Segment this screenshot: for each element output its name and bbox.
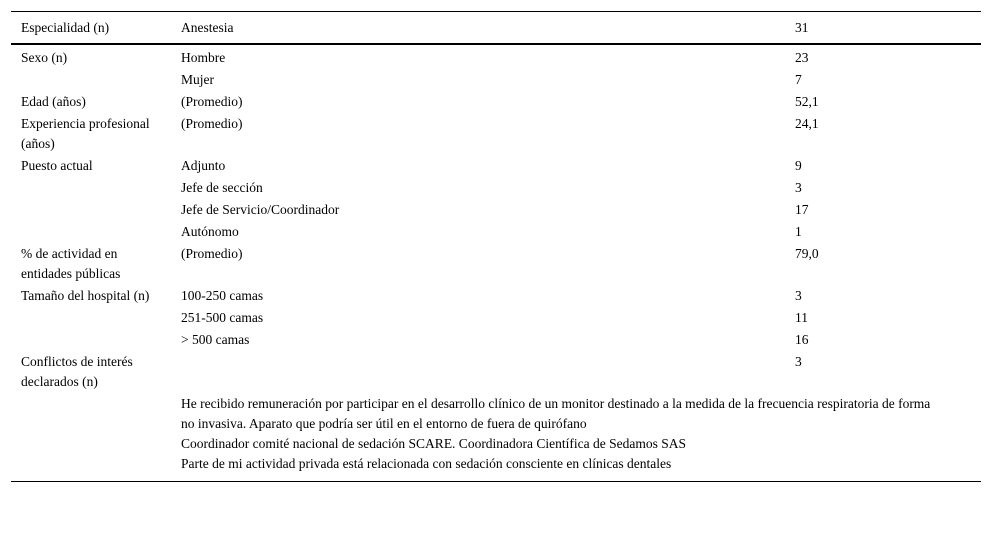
conflicts-row: [11, 393, 981, 482]
row-value: 11: [795, 310, 808, 325]
row-value: 17: [795, 202, 809, 217]
row-item: [171, 351, 785, 393]
header-specialty-value: Anestesia: [171, 12, 785, 45]
table-row: [11, 307, 981, 329]
row-label: Edad (años): [21, 94, 86, 109]
table-row: [11, 329, 981, 351]
row-item: 100-250 camas: [181, 288, 264, 303]
row-value: 24,1: [795, 116, 819, 131]
row-value: 1: [795, 224, 802, 239]
row-value: 52,1: [795, 94, 819, 109]
row-label: Tamaño del hospital (n): [21, 288, 150, 303]
table-row: [11, 177, 981, 199]
row-value: 16: [795, 332, 809, 347]
row-item: Jefe de Servicio/Coordinador: [181, 202, 340, 217]
demographics-table: [11, 11, 981, 482]
row-item: 251-500 camas: [181, 310, 264, 325]
table-row: [11, 155, 981, 177]
table-row: [11, 113, 981, 155]
table: [11, 11, 981, 482]
table-row: [11, 44, 981, 69]
conflicts-label-empty: [11, 393, 171, 482]
conflict-statement: He recibido remuneración por participar en el desarrollo clínico de un monitor destinado a la medida de la frecuencia respiratoria de forma no invasiva. Aparato que podría ser útil en el entorno de fuera de quirófano: [181, 396, 931, 431]
header-row: [11, 12, 981, 45]
table-row: [11, 69, 981, 91]
row-label: [11, 221, 171, 243]
row-value: 3: [795, 354, 802, 369]
row-value: 9: [795, 158, 802, 173]
row-label: % de actividad en entidades públicas: [21, 246, 121, 281]
header-specialty-count: 31: [785, 12, 981, 45]
row-item: (Promedio): [181, 246, 243, 261]
table-row: [11, 91, 981, 113]
header-specialty-label: Especialidad (n): [11, 12, 171, 45]
table-row: [11, 199, 981, 221]
conflict-statement: Coordinador comité nacional de sedación SCARE. Coordinadora Científica de Sedamos SAS: [181, 436, 687, 451]
row-value: 3: [795, 180, 802, 195]
row-label: Sexo (n): [21, 50, 68, 65]
row-value: 79,0: [795, 246, 819, 261]
row-label: Experiencia profesional (años): [21, 116, 150, 151]
row-item: (Promedio): [181, 94, 243, 109]
conflict-statement: Parte de mi actividad privada está relacionada con sedación consciente en clínicas dentales: [181, 456, 672, 471]
row-item: Mujer: [181, 72, 214, 87]
row-item: Hombre: [181, 50, 226, 65]
table-row: [11, 285, 981, 307]
row-item: (Promedio): [181, 116, 243, 131]
table-row: [11, 243, 981, 285]
row-label: [11, 329, 171, 351]
row-item: Jefe de sección: [181, 180, 263, 195]
row-label: [11, 307, 171, 329]
row-item: > 500 camas: [181, 332, 250, 347]
row-item: Autónomo: [181, 224, 239, 239]
table-row: [11, 221, 981, 243]
row-value: 7: [795, 72, 802, 87]
row-label: Puesto actual: [21, 158, 93, 173]
row-item: Adjunto: [181, 158, 226, 173]
table-header: [11, 12, 981, 45]
row-label: [11, 177, 171, 199]
row-label: [11, 69, 171, 91]
row-value: 3: [795, 288, 802, 303]
row-label: [11, 199, 171, 221]
row-value: 23: [795, 50, 809, 65]
conflicts-list: [171, 393, 981, 482]
row-label: Conflictos de interés declarados (n): [21, 354, 133, 389]
table-row: [11, 351, 981, 393]
table-body: [11, 44, 981, 482]
